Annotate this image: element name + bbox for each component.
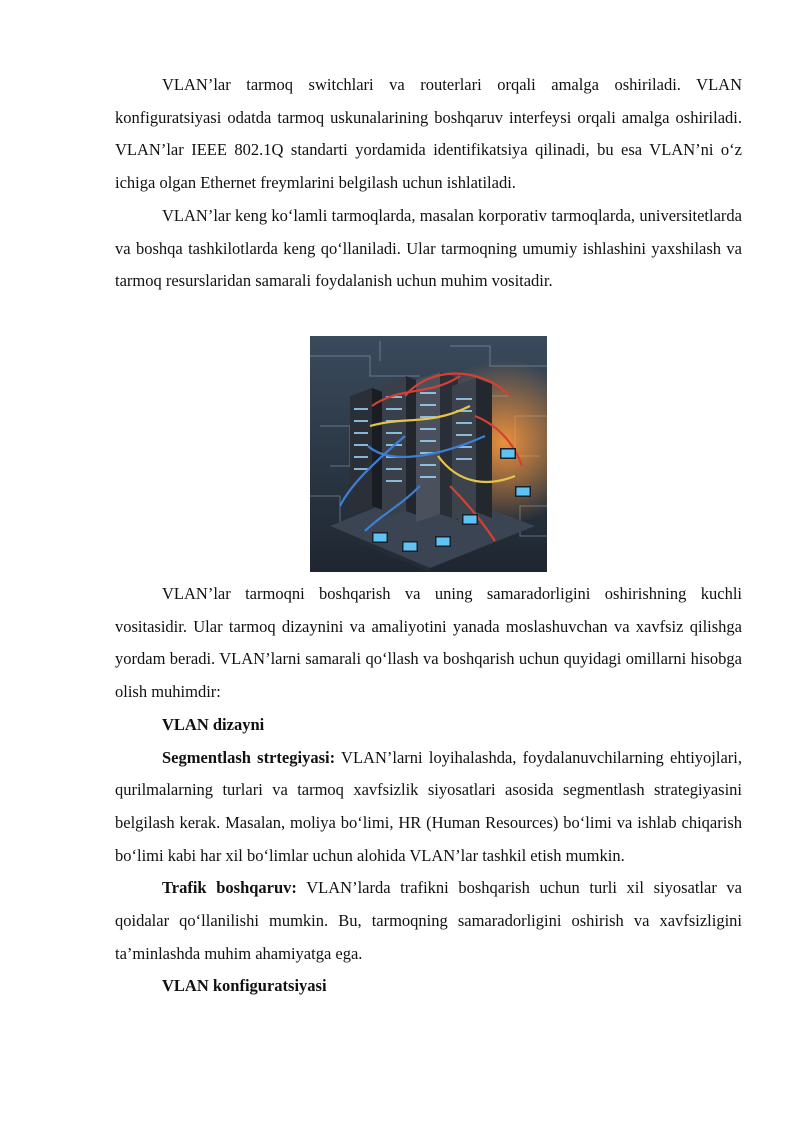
paragraph-vlan-usage: VLAN’lar keng ko‘lamli tarmoqlarda, masalan korporativ tarmoqlarda, universitetlarda va boshqa tashkilotlarda keng qo‘llaniladi. Ular tarmoqning umumiy ishlashini yaxshilash va tarmoq resurslaridan samarali foydalanish uchun muhim vositadir. (115, 205, 742, 291)
paragraph-vlan-intro: VLAN’lar tarmoqni boshqarish va uning samaradorligini oshirishning kuchli vositasidir. Ular tarmoq dizaynini va amaliyotini yanada moslashuvchan va xavfsiz qilishga yordam beradi. VLAN’larni samarali qo‘llash va boshqarish uchun quyidagi omillarni hisobga olish muhimdir: (115, 584, 742, 702)
heading-vlan-config: VLAN konfiguratsiyasi (162, 976, 327, 996)
segmentation-label: Segmentlash strtegiyasi: (162, 747, 336, 767)
segmentation-text: VLAN’larni loyihalashda, foydalanuvchilarning ehtiyojlari, qurilmalarning turlari va tarmoq xavfsizlik siyosatlari asosida segmentlash strategiyasini belgilash kerak. Masalan, moliya bo‘limi, HR (Human Resources) bo‘limi va ishlab chiqarish bo‘limi kabi har xil bo‘limlar uchun alohida VLAN’lar tashkil etish mumkin. (115, 747, 742, 865)
traffic-label: Trafik boshqaruv: (162, 878, 297, 898)
paragraph-segmentation (115, 742, 742, 873)
traffic-text: VLAN’larda trafikni boshqarish uchun turli xil siyosatlar va qoidalar qo‘llanilishi mumkin. Bu, tarmoqning samaradorligini oshirish va xavfsizligini ta’minlashda muhim ahamiyatga ega. (115, 878, 743, 963)
paragraph-vlan-implementation: VLAN’lar tarmoq switchlari va routerlari orqali amalga oshiriladi. VLAN konfiguratsiyasi odatda tarmoq uskunalarining boshqaruv interfeysi orqali amalga oshiriladi. VLAN’lar IEEE 802.1Q standarti yordamida identifikatsiya qilinadi, bu esa VLAN’ni o‘z ichiga olgan Ethernet freymlarini belgilash uchun ishlatiladi. (115, 75, 742, 193)
text-block-bottom (115, 578, 742, 1003)
server-rack-network-illustration-icon (310, 336, 547, 572)
paragraph-traffic (115, 872, 742, 970)
heading-vlan-design: VLAN dizayni (162, 714, 265, 734)
network-illustration (310, 336, 547, 572)
text-block-top (115, 69, 742, 298)
